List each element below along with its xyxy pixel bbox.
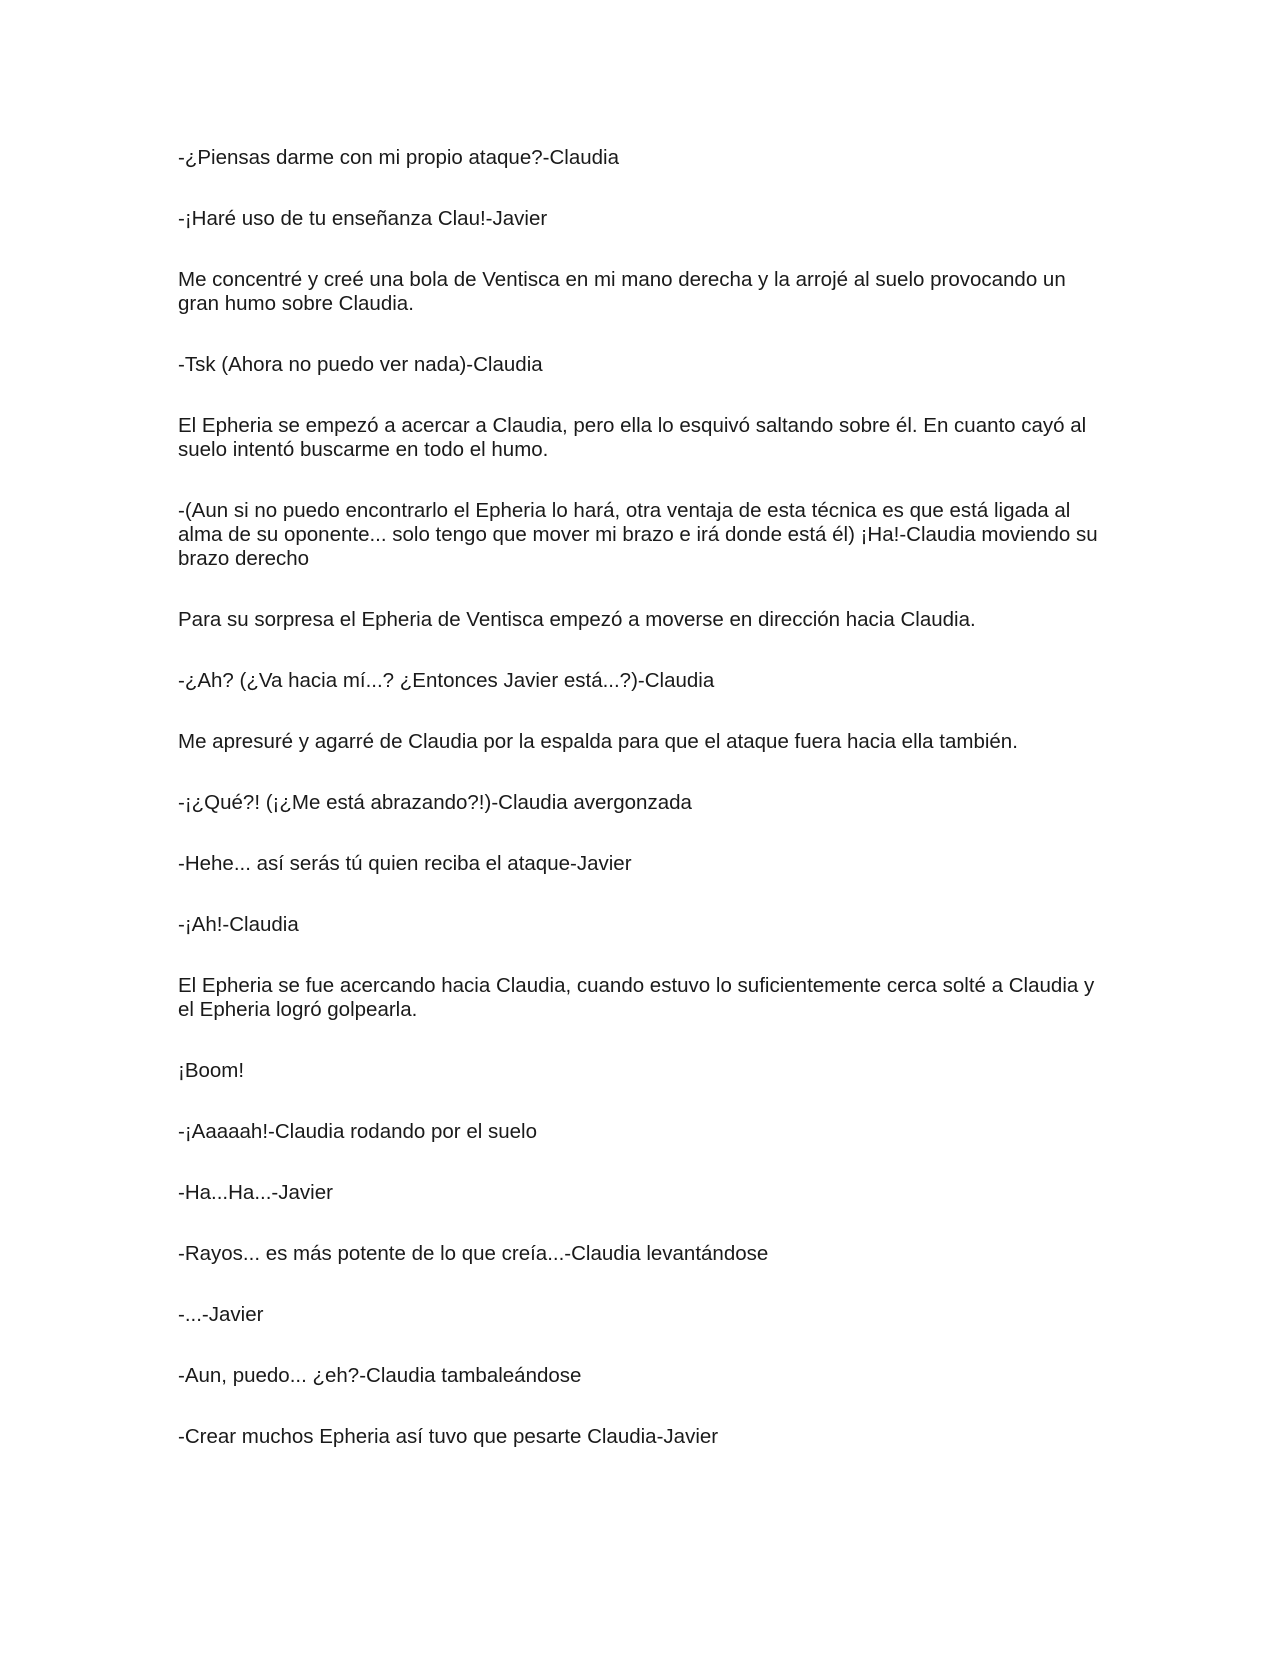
document-body [178,146,1108,1486]
paragraph: El Epheria se empezó a acercar a Claudia, pero ella lo esquivó saltando sobre él. En cuanto cayó al suelo intentó buscarme en todo el humo. [178,414,1087,461]
paragraph: -Tsk (Ahora no puedo ver nada)-Claudia [178,353,543,376]
paragraph: -¡Haré uso de tu enseñanza Clau!-Javier [178,207,548,230]
paragraph: El Epheria se fue acercando hacia Claudia, cuando estuvo lo suficientemente cerca solté a Claudia y el Epheria logró golpearla. [178,974,1095,1021]
paragraph: -Hehe... así serás tú quien reciba el ataque-Javier [178,852,632,875]
paragraph: -¡Ah!-Claudia [178,913,299,936]
paragraph: -Rayos... es más potente de lo que creía...-Claudia levantándose [178,1242,769,1265]
paragraph: Para su sorpresa el Epheria de Ventisca empezó a moverse en dirección hacia Claudia. [178,608,976,631]
paragraph: -Crear muchos Epheria así tuvo que pesarte Claudia-Javier [178,1425,719,1448]
paragraph: -(Aun si no puedo encontrarlo el Epheria lo hará, otra ventaja de esta técnica es que está ligada al alma de su oponente... solo tengo que mover mi brazo e irá donde está él) ¡Ha!-Claudia moviendo su brazo derecho [178,499,1098,570]
paragraph: ¡Boom! [178,1059,245,1082]
paragraph: -Aun, puedo... ¿eh?-Claudia tambaleándose [178,1364,582,1387]
paragraph: -Ha...Ha...-Javier [178,1181,333,1204]
paragraph: Me concentré y creé una bola de Ventisca en mi mano derecha y la arrojé al suelo provocando un gran humo sobre Claudia. [178,268,1066,315]
paragraph: Me apresuré y agarré de Claudia por la espalda para que el ataque fuera hacia ella también. [178,730,1018,753]
paragraph: -...-Javier [178,1303,264,1326]
paragraph: -¡¿Qué?! (¡¿Me está abrazando?!)-Claudia avergonzada [178,791,692,814]
paragraph: -¡Aaaaah!-Claudia rodando por el suelo [178,1120,537,1143]
paragraph: -¿Ah? (¿Va hacia mí...? ¿Entonces Javier está...?)-Claudia [178,669,715,692]
paragraph: -¿Piensas darme con mi propio ataque?-Claudia [178,146,619,169]
